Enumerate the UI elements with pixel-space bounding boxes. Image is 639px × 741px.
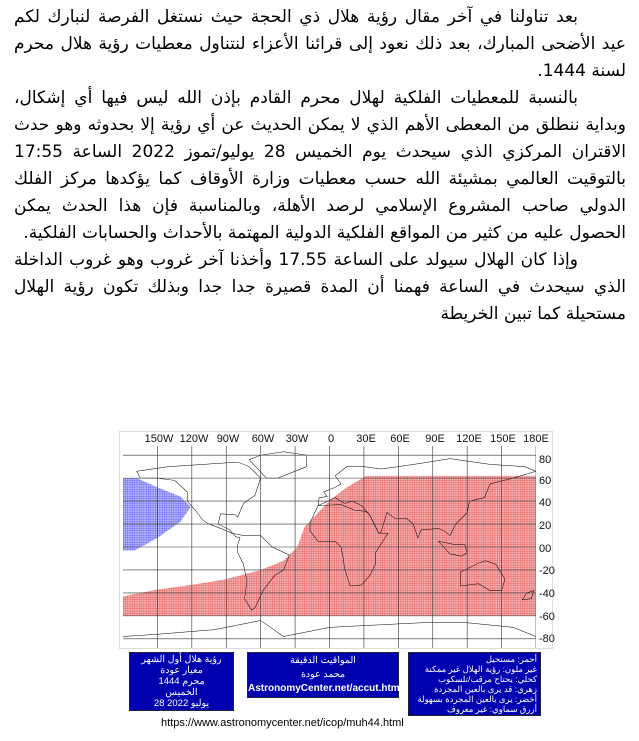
lon-label: 90E	[425, 433, 445, 445]
panel-line: محرم 1444	[158, 676, 205, 687]
paragraph-3: وإذا كان الهلال سيولد على الساعة 17.55 وأخذنا آخر غروب وهو غروب الداخلة الذي سيحدث في الساعة فهمنا أن المدة قصيرة جدا جدا وبذلك تكون رؤية الهلال مستحيلة كما تبين الخريطة	[14, 250, 626, 324]
lon-label: 30E	[356, 433, 376, 445]
paragraph-2: بالنسبة للمعطيات الفلكية لهلال محرم القادم بإذن الله ليس فيها أي إشكال، وبداية ننطلق من المعطى الأهم الذي لا يمكن الحديث عن أي رؤية إلا بحدوثه وهو حدث الاقتران المركزي الذي سيحدث يوم الخميس 28 يوليو/تموز 2022 الساعة 17:55 بالتوقيت العالمي بمشيئة الله حسب معطيات وزارة الأوقاف كما يؤكدها مركز الفلك الدولي صاحب المشروع الإسلامي لرصد الأهلة، وبالمناسبة فإن هذا الحدث يمكن الحصول عليه من كثير من المواقع الفلكية الدولية المهتمة بالأحداث والحسابات الفلكية.	[14, 88, 626, 243]
panel-line: محمد عودة	[300, 669, 346, 680]
lat-label: -60	[539, 611, 555, 623]
lat-label: 60	[539, 475, 552, 487]
panel-line: معيار عودة	[160, 665, 203, 676]
lon-label: 0	[327, 433, 335, 445]
panel-line: الخميس	[165, 687, 198, 698]
longitude-labels	[120, 433, 550, 447]
lat-label: 40	[539, 497, 552, 509]
map-legend-panel	[408, 652, 541, 716]
lon-label: 150W	[144, 433, 174, 445]
map-info-panel-left	[129, 652, 234, 711]
lat-label: -80	[539, 633, 555, 645]
panel-line: رؤية هلال أول الشهر	[141, 654, 222, 665]
article-body	[14, 4, 626, 328]
panel-line: المواقيت الدقيقة	[290, 655, 356, 666]
paragraph-1: بعد تناولنا في آخر مقال رؤية هلال ذي الحجة حيث نستغل الفرصة لنبارك لكم عيد الأضحى المبارك، بعد ذلك نعود إلى قرائنا الأعزاء لنتناول معطيات رؤية هلال محرم لسنة 1444.	[14, 7, 626, 81]
lon-label: 120E	[456, 433, 482, 445]
legend-line: كحلي: يحتاج مرقب/تلسكوب	[438, 674, 537, 684]
legend-line: غير ملون: رؤية الهلال غير ممكنة	[424, 664, 537, 674]
map-info-panel-middle	[247, 652, 403, 698]
lat-label: -20	[539, 565, 555, 577]
lon-label: 30W	[285, 433, 309, 445]
lon-label: 120W	[179, 433, 209, 445]
lon-label: 150E	[490, 433, 516, 445]
legend-line: أحمر: مستحيل	[485, 654, 537, 664]
lon-label: 180E	[523, 433, 549, 445]
lat-label: 00	[539, 543, 552, 555]
lon-label: 60E	[390, 433, 410, 445]
world-map	[123, 446, 536, 648]
lat-label: -40	[539, 588, 555, 600]
crescent-visibility-map	[119, 431, 553, 649]
lon-label: 60W	[251, 433, 275, 445]
legend-line: أخضر: يرى بالعين المجردة بسهولة	[417, 694, 537, 704]
not-possible-region	[123, 478, 191, 550]
panel-line: 28 يوليو 2022	[153, 698, 210, 709]
lat-label: 20	[539, 520, 552, 532]
panel-link[interactable]: AstronomyCenter.net/accut.html	[248, 683, 403, 694]
legend-line: زهري: قد يرى بالعين المجردة	[434, 684, 537, 694]
lon-label: 90W	[216, 433, 240, 445]
lat-label: 80	[539, 454, 552, 466]
legend-line: أزرق سماوي: غير معروف	[447, 704, 537, 714]
source-url[interactable]: https://www.astronomycenter.net/icop/muh44.html	[161, 717, 404, 729]
